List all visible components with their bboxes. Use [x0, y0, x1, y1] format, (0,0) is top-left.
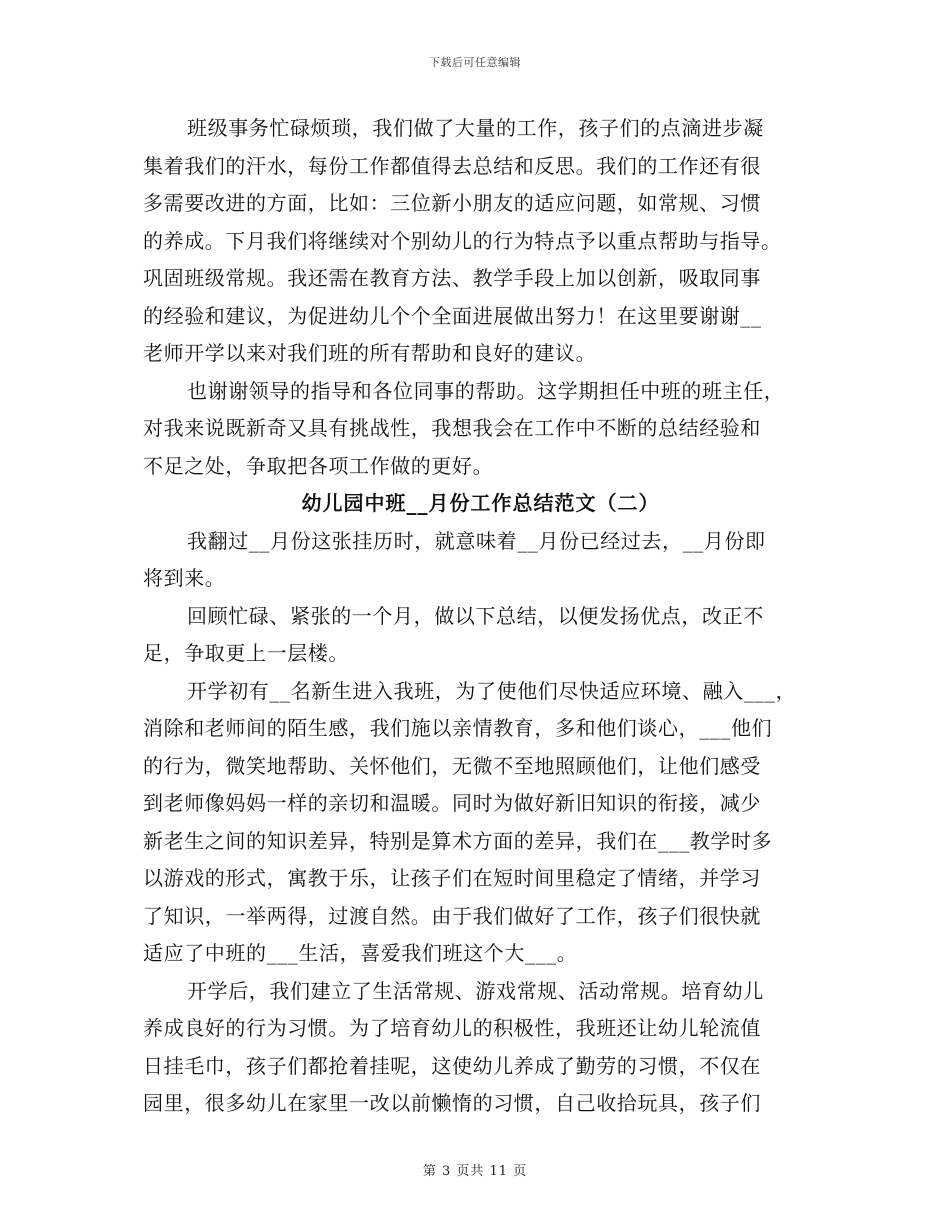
text-line: 到老师像妈妈一样的亲切和温暖。同时为做好新旧知识的衔接，减少	[143, 791, 761, 815]
text-line: 适应了中班的___生活，喜爱我们班这个大___。	[143, 941, 578, 965]
text-line: 的经验和建议，为促进幼儿个个全面进展做出努力！在这里要谢谢__	[143, 303, 762, 328]
text-line: 以游戏的形式，寓教于乐，让孩子们在短时间里稳定了情绪，并学习	[143, 866, 761, 890]
text-line: 消除和老师间的陌生感，我们施以亲情教育，多和他们谈心，___他们	[143, 716, 773, 740]
text-line: 我翻过__月份这张挂历时，就意味着__月份已经过去，__月份即	[187, 528, 766, 553]
page-header-note: 下载后可任意编辑	[429, 56, 521, 69]
text-line: 园里，很多幼儿在家里一改以前懒惰的习惯，自己收拾玩具，孩子们	[143, 1091, 761, 1115]
text-line: 足，争取更上一层楼。	[143, 641, 349, 665]
text-line: 日挂毛巾，孩子们都抢着挂呢，这使幼儿养成了勤劳的习惯，不仅在	[143, 1053, 761, 1078]
text-line: 多需要改进的方面，比如：三位新小朋友的适应问题，如常规、习惯	[143, 191, 761, 215]
text-line: 养成良好的行为习惯。为了培育幼儿的积极性，我班还让幼儿轮流值	[143, 1016, 761, 1040]
text-line: 对我来说既新奇又具有挑战性，我想我会在工作中不断的总结经验和	[143, 416, 761, 440]
text-line: 开学后，我们建立了生活常规、游戏常规、活动常规。培育幼儿	[187, 978, 764, 1003]
text-line: 巩固班级常规。我还需在教育方法、教学手段上加以创新，吸取同事	[143, 266, 761, 290]
section-heading: 幼儿园中班__月份工作总结范文（二）	[301, 491, 660, 515]
text-line: 不足之处，争取把各项工作做的更好。	[143, 453, 494, 478]
document-body	[143, 110, 818, 1123]
text-line: 新老生之间的知识差异，特别是算术方面的差异，我们在___教学时多	[143, 828, 773, 853]
text-line: 的养成。下月我们将继续对个别幼儿的行为特点予以重点帮助与指导。	[143, 228, 782, 253]
text-line: 的行为，微笑地帮助、关怀他们，无微不至地照顾他们，让他们感受	[143, 753, 761, 778]
text-line: 开学初有__名新生进入我班，为了使他们尽快适应环境、融入___，	[187, 678, 797, 703]
text-line: 老师开学以来对我们班的所有帮助和良好的建议。	[143, 341, 597, 365]
page-number: 第 3 页共 11 页	[422, 1164, 528, 1179]
text-line: 集着我们的汗水，每份工作都值得去总结和反思。我们的工作还有很	[143, 153, 761, 178]
text-line: 了知识，一举两得，过渡自然。由于我们做好了工作，孩子们很快就	[143, 903, 761, 928]
text-line: 班级事务忙碌烦琐，我们做了大量的工作，孩子们的点滴进步凝	[187, 116, 764, 140]
text-line: 回顾忙碌、紧张的一个月，做以下总结，以便发扬优点，改正不	[187, 603, 764, 628]
text-line: 也谢谢领导的指导和各位同事的帮助。这学期担任中班的班主任，	[187, 378, 785, 403]
text-line: 将到来。	[143, 566, 226, 590]
